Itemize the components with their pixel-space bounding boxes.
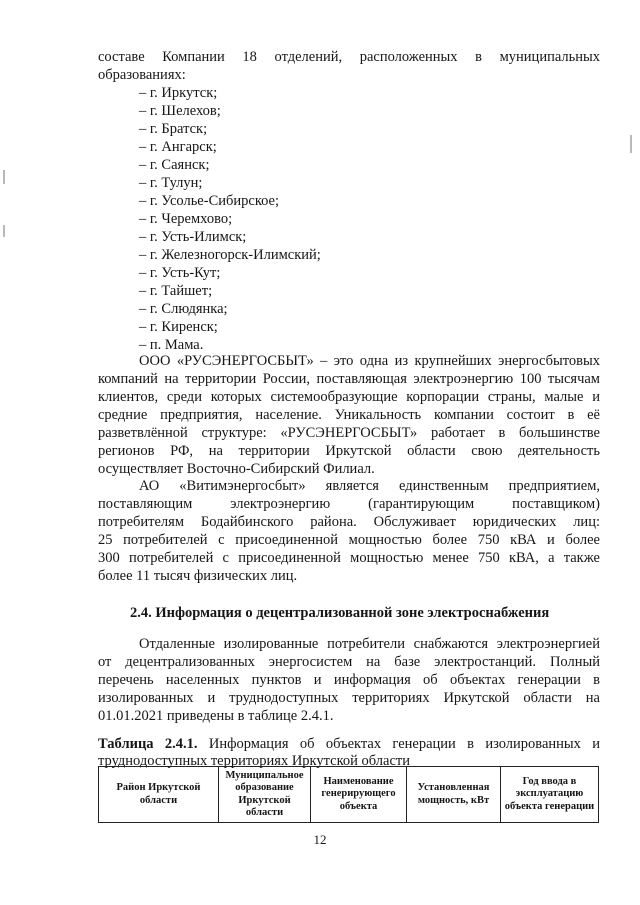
paragraph-rusenergo-line: регионов РФ, на территории Иркутской области свою деятельность: [98, 443, 600, 459]
paragraph-rusenergo-line: разветвлённой структуре: «РУСЭНЕРГОСБЫТ» работает в большинстве: [98, 425, 600, 441]
list-item: – г. Слюдянка;: [139, 301, 228, 317]
table-caption-line-1: [98, 735, 600, 753]
list-item: – г. Усть-Илимск;: [139, 229, 247, 245]
list-item: – г. Братск;: [139, 121, 208, 137]
paragraph-section-line: изолированных и труднодоступных территориях Иркутской области на: [98, 690, 600, 706]
generation-objects-table: [98, 766, 599, 823]
paragraph-rusenergo-line: ООО «РУСЭНЕРГОСБЫТ» – это одна из крупнейших энергосбытовых: [139, 353, 600, 369]
header-municipality: Муниципальное образование Иркутской области: [219, 767, 311, 823]
header-commissioning-year: Год ввода в эксплуатацию объекта генерации: [501, 767, 599, 823]
table-caption-line-2: труднодоступных территориях Иркутской области: [98, 753, 410, 769]
paragraph-rusenergo-line: средние предприятия, население. Уникальность компании состоит в её: [98, 407, 600, 423]
paragraph-section-line: Отдаленные изолированные потребители снабжаются электроэнергией: [139, 636, 600, 652]
list-item: – г. Черемхово;: [139, 211, 233, 227]
scan-mark: [630, 135, 632, 153]
paragraph-top-line-2: образованиях:: [98, 67, 186, 83]
paragraph-rusenergo-line: осуществляет Восточно-Сибирский Филиал.: [98, 461, 375, 477]
paragraph-section-line: от децентрализованных энергосистем на базе электростанций. Полный: [98, 654, 600, 670]
paragraph-vitim-line: потребителям Бодайбинского района. Обслуживает юридических лиц:: [98, 514, 600, 530]
paragraph-section-line: перечень населенных пунктов и информация об объектах генерации в: [98, 672, 600, 688]
paragraph-vitim-line: более 11 тысяч физических лиц.: [98, 568, 298, 584]
paragraph-section-line: 01.01.2021 приведены в таблице 2.4.1.: [98, 708, 334, 724]
list-item: – г. Железногорск-Илимский;: [139, 247, 321, 263]
list-item: – г. Усолье-Сибирское;: [139, 193, 280, 209]
header-generating-object: Наименование генерирующего объекта: [311, 767, 407, 823]
list-item: – г. Тайшет;: [139, 283, 213, 299]
page-number: 12: [313, 832, 327, 847]
list-item: – г. Ангарск;: [139, 139, 217, 155]
table-caption-text: Информация об объектах генерации в изолированных и: [208, 736, 601, 752]
list-item: – г. Усть-Кут;: [139, 265, 221, 281]
paragraph-rusenergo-line: клиентов, среди которых системообразующие корпорации страны, малые и: [98, 389, 600, 405]
paragraph-vitim-line: поставляющим электроэнергию (гарантирующим поставщиком): [98, 496, 600, 512]
list-item: – г. Киренск;: [139, 319, 218, 335]
list-item: – г. Шелехов;: [139, 103, 221, 119]
header-installed-capacity: Установленная мощность, кВт: [407, 767, 501, 823]
scan-mark: [3, 225, 5, 237]
list-item: – г. Саянск;: [139, 157, 210, 173]
header-district: Район Иркутской области: [99, 767, 219, 823]
scan-mark: [3, 170, 5, 184]
paragraph-top-line-1: составе Компании 18 отделений, расположенных в муниципальных: [98, 49, 600, 65]
table-caption-label: Таблица 2.4.1.: [98, 736, 198, 752]
list-item: – г. Иркутск;: [139, 85, 218, 101]
paragraph-rusenergo-line: компаний на территории России, поставляющая электроэнергию 100 тысячам: [98, 371, 600, 387]
paragraph-vitim-line: 300 потребителей с присоединенной мощностью менее 750 кВА, а также: [98, 550, 600, 566]
list-item: – г. Тулун;: [139, 175, 203, 191]
list-item: – п. Мама.: [139, 337, 204, 353]
section-heading: 2.4. Информация о децентрализованной зоне электроснабжения: [130, 605, 550, 621]
table-header-row: [99, 767, 599, 823]
paragraph-vitim-line: АО «Витимэнергосбыт» является единственным предприятием,: [139, 478, 600, 494]
paragraph-vitim-line: 25 потребителей с присоединенной мощностью более 750 кВА и более: [98, 532, 600, 548]
